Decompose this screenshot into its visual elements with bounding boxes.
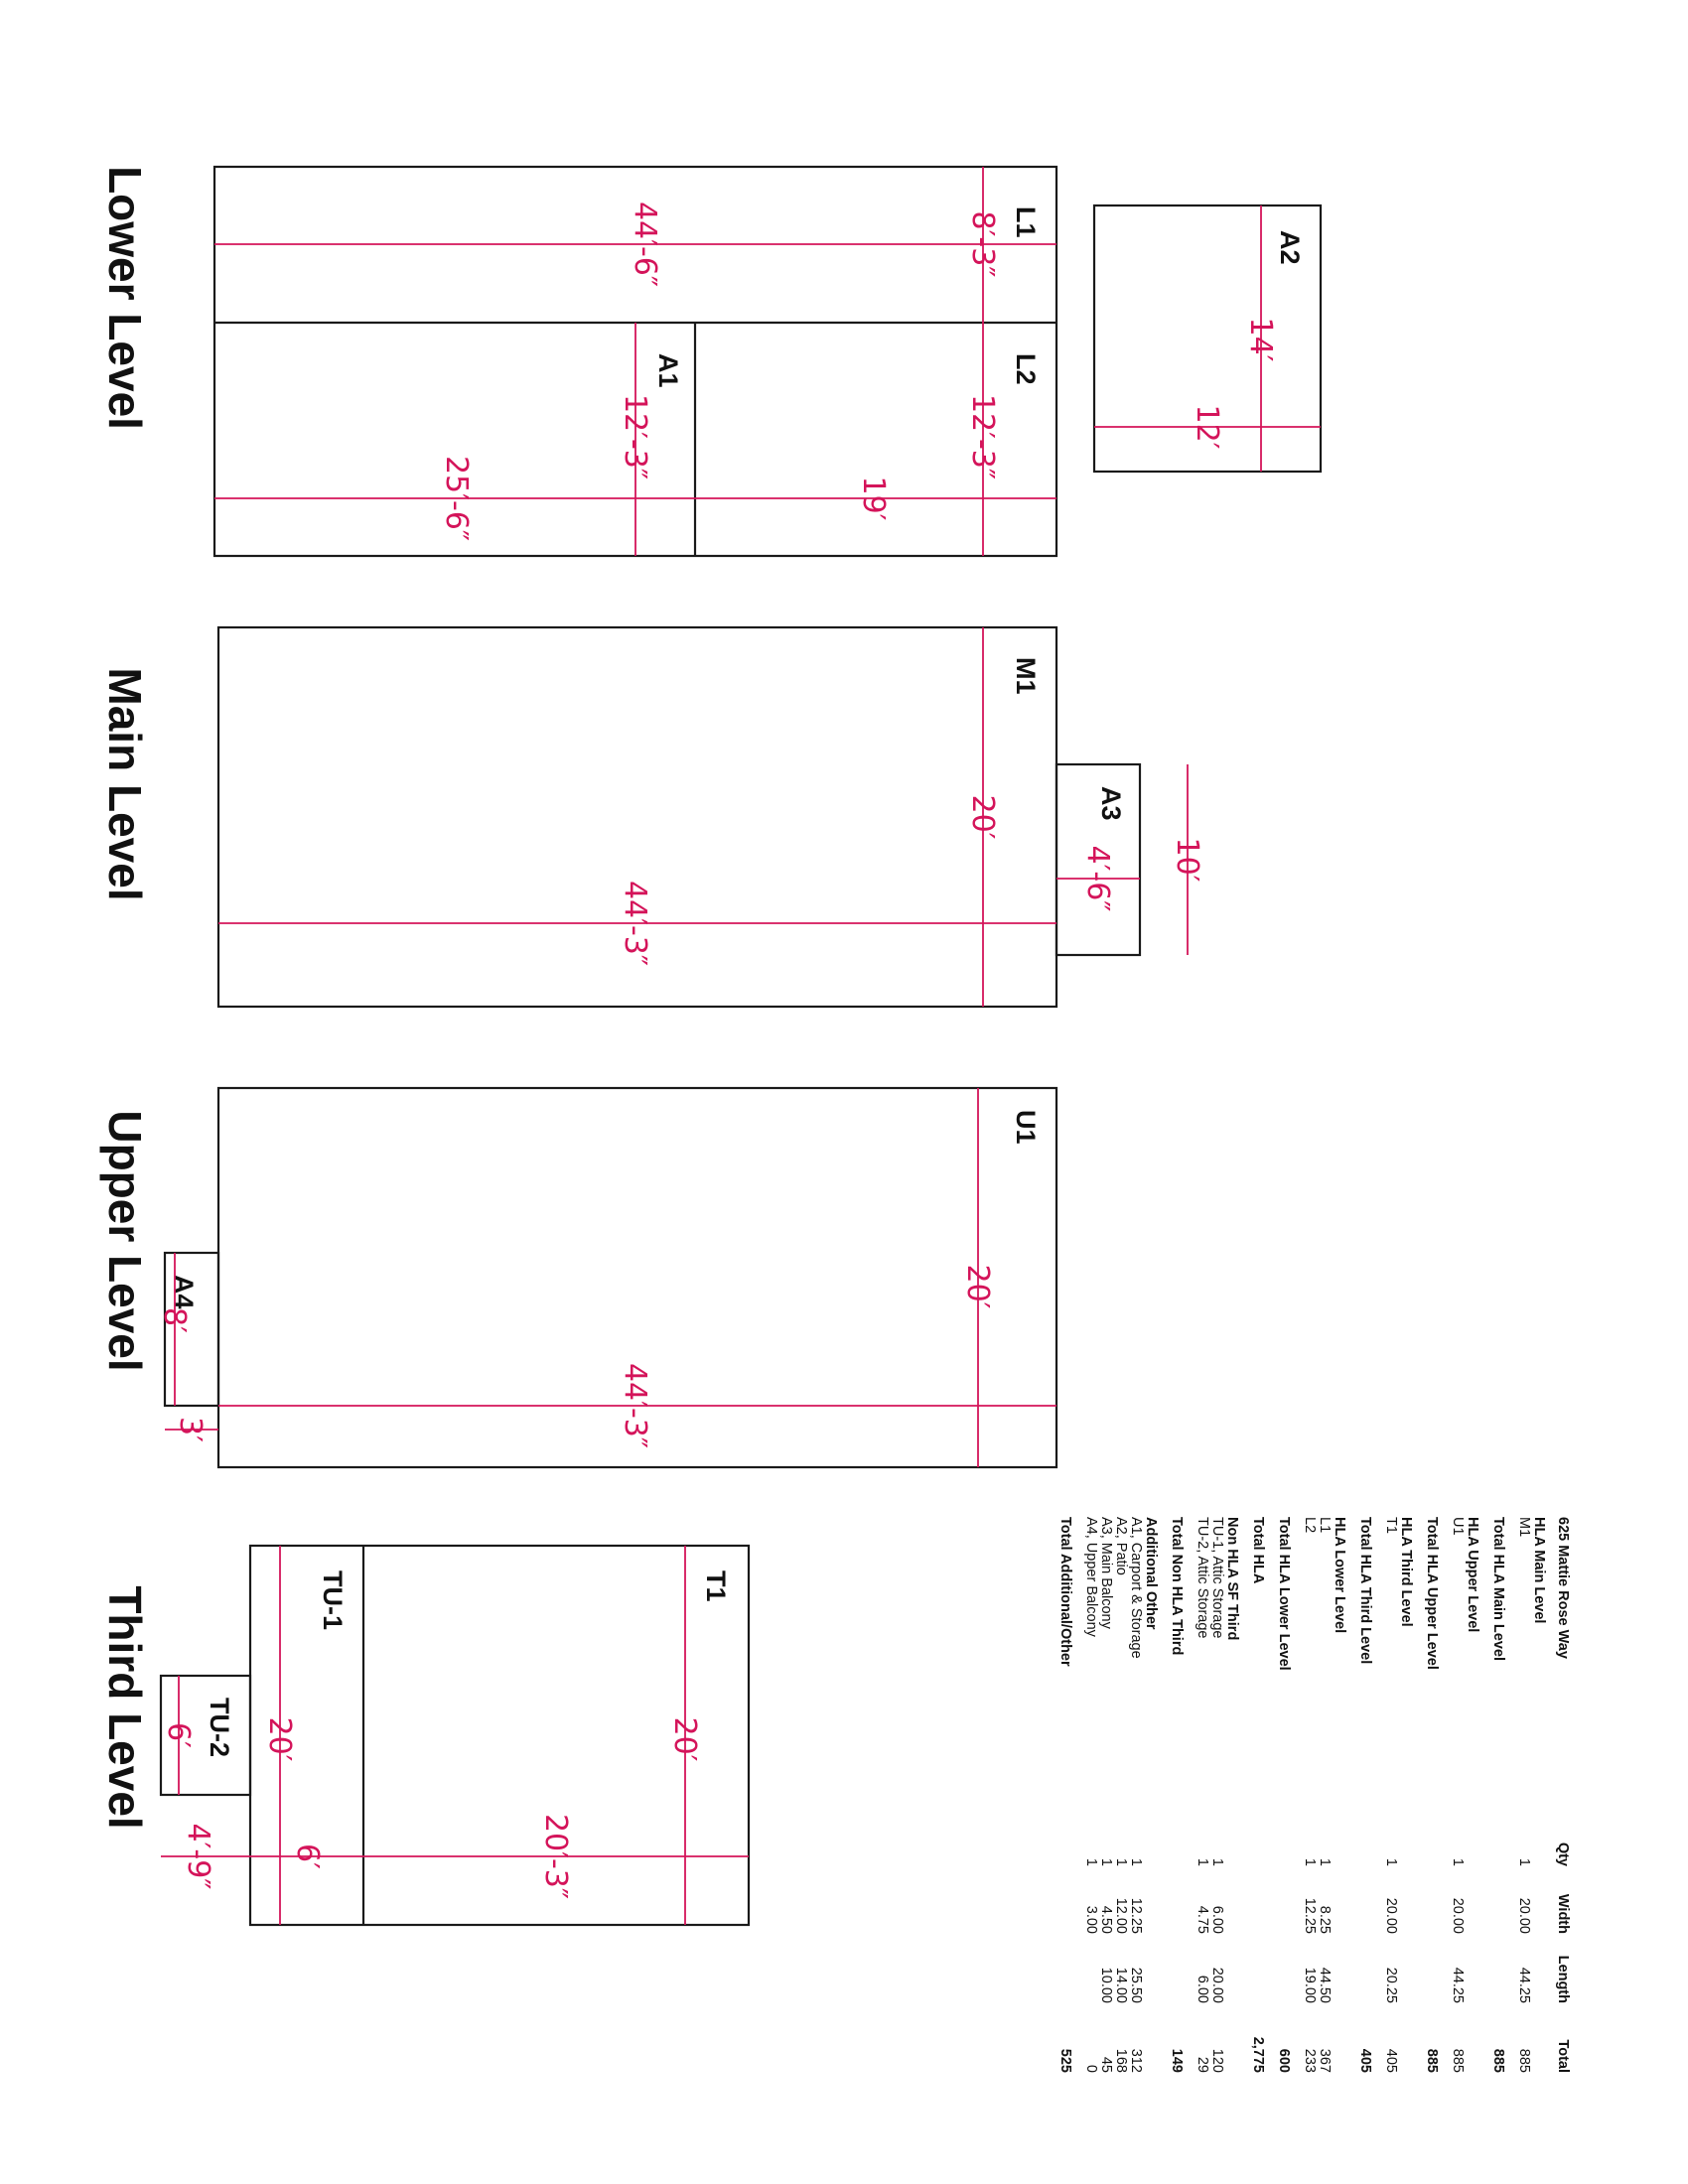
- table-row-label: Total Additional/Other: [1057, 1517, 1073, 1667]
- table-row-qty: 1: [1317, 1857, 1333, 1866]
- room-label-L2: L2: [1011, 353, 1041, 385]
- room-label-A4: A4: [169, 1275, 199, 1309]
- table-row-width: 8.25: [1317, 1905, 1333, 1934]
- table-row-label: A4, Upper Balcony: [1083, 1517, 1099, 1637]
- table-row-total: 312: [1128, 2048, 1144, 2073]
- dimension-A2-length: 14′: [1243, 317, 1278, 362]
- table-row-length: 20.25: [1383, 1967, 1399, 2003]
- dimension-A1-width: 12′-3″: [618, 393, 652, 480]
- table-row-length: 20.00: [1209, 1967, 1225, 2003]
- table-row-label: HLA Upper Level: [1465, 1517, 1480, 1633]
- table-row-label: Non HLA SF Third: [1224, 1517, 1240, 1641]
- table-row-length: 44.50: [1317, 1967, 1333, 2003]
- column-header-qty: Qty: [1555, 1842, 1571, 1866]
- table-row-label: TU-2, Attic Storage: [1195, 1517, 1210, 1639]
- room-label-A3: A3: [1096, 786, 1126, 821]
- table-row-label: M1: [1516, 1517, 1532, 1538]
- table-row-width: 3.00: [1083, 1905, 1099, 1934]
- third-level-plan: [161, 1546, 749, 1925]
- lower-level-plan: [214, 167, 1321, 556]
- dimension-A1-length: 25′-6″: [439, 455, 474, 542]
- room-label-U1: U1: [1011, 1110, 1041, 1145]
- table-row-qty: 1: [1516, 1857, 1532, 1866]
- table-row-label: Total HLA Upper Level: [1424, 1517, 1440, 1670]
- column-header-total: Total: [1555, 2039, 1571, 2073]
- table-row-qty: 1: [1083, 1857, 1099, 1866]
- table-row-total: 885: [1516, 2048, 1532, 2073]
- table-row-width: 20.00: [1450, 1897, 1466, 1934]
- table-row-label: Total HLA Main Level: [1490, 1517, 1506, 1662]
- table-row-total: 2,775: [1250, 2036, 1266, 2073]
- dimension-U1-width: 20′: [960, 1264, 995, 1309]
- room-label-A2: A2: [1275, 230, 1305, 265]
- table-row-width: 4.75: [1195, 1905, 1210, 1934]
- upper-level-title: Upper Level: [99, 1110, 151, 1372]
- table-row-label: Total HLA Third Level: [1357, 1517, 1373, 1665]
- table-row-total: 233: [1302, 2048, 1318, 2073]
- room-label-A1: A1: [653, 353, 683, 388]
- dimension-T1-width: 20′: [667, 1716, 702, 1762]
- main-level-plan: [218, 627, 1204, 1007]
- third-level-title: Third Level: [99, 1585, 151, 1830]
- table-row-total: 168: [1113, 2048, 1129, 2073]
- table-row-total: 0: [1083, 2064, 1099, 2073]
- table-title: 625 Mattie Rose Way: [1555, 1517, 1571, 1659]
- area-calculation-table: [1057, 1517, 1571, 2073]
- table-row-label: Total HLA: [1250, 1517, 1266, 1584]
- table-row-label: HLA Third Level: [1398, 1517, 1414, 1627]
- table-row-label: A1, Carport & Storage: [1128, 1517, 1144, 1659]
- table-row-total: 45: [1098, 2056, 1114, 2073]
- table-row-label: Additional Other: [1143, 1517, 1159, 1630]
- table-row-label: T1: [1383, 1517, 1399, 1534]
- table-row-label: A2, Patio: [1113, 1517, 1129, 1575]
- table-row-label: TU-1, Attic Storage: [1209, 1517, 1225, 1639]
- table-row-qty: 1: [1383, 1857, 1399, 1866]
- table-row-qty: 1: [1113, 1857, 1129, 1866]
- table-row-width: 6.00: [1209, 1905, 1225, 1934]
- dimension-U1-length: 44′-3″: [618, 1362, 652, 1449]
- room-label-TU-2: TU-2: [205, 1698, 234, 1757]
- upper-level-plan: [157, 1088, 1056, 1467]
- table-row-qty: 1: [1450, 1857, 1466, 1866]
- table-row-label: L1: [1317, 1517, 1333, 1534]
- table-row-label: L2: [1302, 1517, 1318, 1534]
- table-row-label: Total HLA Lower Level: [1276, 1517, 1292, 1671]
- dimension-A3-length: 10′: [1170, 837, 1204, 883]
- table-row-length: 19.00: [1302, 1967, 1318, 2003]
- table-row-qty: 1: [1302, 1857, 1318, 1866]
- table-row-total: 405: [1383, 2048, 1399, 2073]
- table-row-total: 120: [1209, 2048, 1225, 2073]
- table-row-total: 885: [1424, 2048, 1440, 2073]
- dimension-TU-2-width: 4′-9″: [181, 1823, 215, 1890]
- table-row-length: 14.00: [1113, 1967, 1129, 2003]
- table-row-total: 525: [1057, 2048, 1073, 2073]
- table-row-total: 885: [1450, 2048, 1466, 2073]
- table-row-length: 25.50: [1128, 1967, 1144, 2003]
- table-row-total: 600: [1276, 2048, 1292, 2073]
- dimension-A4-length: 8′: [157, 1307, 192, 1333]
- table-row-qty: 1: [1098, 1857, 1114, 1866]
- table-row-qty: 1: [1209, 1857, 1225, 1866]
- table-row-width: 12.00: [1113, 1897, 1129, 1934]
- dimension-A2-width: 12′: [1190, 404, 1224, 450]
- table-row-total: 29: [1195, 2056, 1210, 2073]
- dimension-TU-2-length: 6′: [161, 1722, 196, 1748]
- column-header-width: Width: [1555, 1893, 1571, 1934]
- dimension-A3-width: 4′-6″: [1080, 845, 1115, 912]
- table-row-label: HLA Lower Level: [1332, 1517, 1347, 1634]
- dimension-A4-width: 3′: [173, 1417, 208, 1442]
- table-row-label: U1: [1450, 1517, 1466, 1536]
- dimension-TU-1-length: 6′: [290, 1843, 325, 1869]
- table-row-width: 4.50: [1098, 1905, 1114, 1934]
- table-row-qty: 1: [1128, 1857, 1144, 1866]
- table-row-length: 10.00: [1098, 1967, 1114, 2003]
- table-row-length: 6.00: [1195, 1975, 1210, 2003]
- lower-level-title: Lower Level: [99, 166, 151, 430]
- table-row-width: 12.25: [1302, 1897, 1318, 1934]
- dimension-L2-length: 19′: [856, 476, 891, 521]
- table-row-qty: 1: [1195, 1857, 1210, 1866]
- dimension-T1-length: 20′-3″: [538, 1813, 573, 1900]
- dimension-M1-width: 20′: [965, 794, 1000, 840]
- table-rows: [1057, 1517, 1547, 2073]
- table-row-width: 12.25: [1128, 1897, 1144, 1934]
- table-row-total: 367: [1317, 2048, 1333, 2073]
- table-row-total: 885: [1490, 2048, 1506, 2073]
- table-row-length: 44.25: [1516, 1967, 1532, 2003]
- table-row-total: 405: [1357, 2048, 1373, 2073]
- dimension-L1-length: 44′-6″: [628, 201, 662, 288]
- dimension-M1-length: 44′-3″: [618, 880, 652, 967]
- dimension-L2-width: 12′-3″: [965, 393, 1000, 480]
- table-row-width: 20.00: [1383, 1897, 1399, 1934]
- table-row-width: 20.00: [1516, 1897, 1532, 1934]
- table-row-label: A3, Main Balcony: [1098, 1517, 1114, 1629]
- table-row-total: 149: [1169, 2048, 1185, 2073]
- room-label-TU-1: TU-1: [318, 1570, 348, 1630]
- column-header-length: Length: [1555, 1955, 1571, 2003]
- table-row-length: 44.25: [1450, 1967, 1466, 2003]
- dimension-L1-width: 8′-3″: [965, 210, 1000, 278]
- room-label-T1: T1: [701, 1570, 731, 1602]
- table-row-label: Total Non HLA Third: [1169, 1517, 1185, 1656]
- dimension-TU-1-width: 20′: [262, 1716, 297, 1762]
- table-row-label: HLA Main Level: [1531, 1517, 1547, 1624]
- main-level-title: Main Level: [99, 667, 151, 901]
- room-label-L1: L1: [1011, 206, 1041, 238]
- room-label-M1: M1: [1011, 657, 1041, 695]
